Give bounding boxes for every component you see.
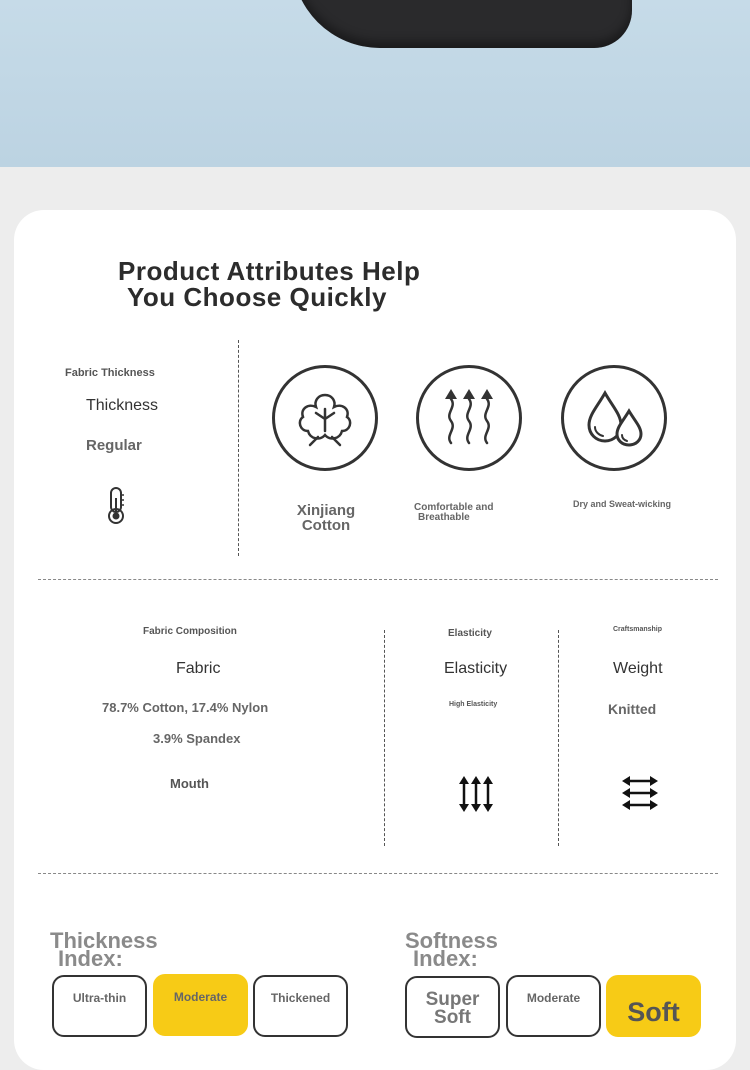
- thickness-option-thickened[interactable]: Thickened: [253, 975, 348, 1037]
- elasticity-heading: Elasticity: [444, 660, 508, 677]
- softness-option-super-soft-line1: Super: [425, 989, 480, 1010]
- horizontal-arrows-icon: [620, 774, 660, 817]
- feature-cotton-line1: Xinjiang: [296, 502, 356, 519]
- breathable-arrows-icon: [416, 365, 522, 471]
- composition-heading: Fabric: [176, 660, 221, 677]
- cotton-icon: [272, 365, 378, 471]
- attributes-card: [14, 210, 736, 1070]
- thickness-option-moderate[interactable]: Moderate: [153, 974, 248, 1036]
- composition-line2: 3.9% Spandex: [153, 731, 241, 746]
- softness-option-super-soft[interactable]: [405, 976, 500, 1038]
- softness-index-title-line1: Softness: [405, 928, 498, 953]
- softness-option-soft[interactable]: Soft: [606, 975, 701, 1037]
- water-drops-icon: [561, 365, 667, 471]
- thickness-value: Regular: [86, 437, 142, 454]
- feature-breathable-line1: Comfortable and: [414, 502, 494, 513]
- elasticity-label: Elasticity: [448, 628, 492, 639]
- craft-label: Craftsmanship: [613, 626, 663, 633]
- divider-vertical-2: [384, 630, 385, 846]
- elasticity-value: High Elasticity: [449, 701, 498, 708]
- divider-horizontal-1: [38, 579, 718, 580]
- thickness-heading: Thickness: [86, 397, 159, 414]
- softness-index-title: [405, 928, 498, 971]
- feature-cotton-label: [276, 503, 376, 533]
- composition-label: Fabric Composition: [143, 626, 237, 637]
- craft-heading: Weight: [613, 660, 663, 677]
- divider-horizontal-2: [38, 873, 718, 874]
- feature-cotton-line2: Cotton: [301, 517, 351, 534]
- composition-line1: 78.7% Cotton, 17.4% Nylon: [102, 700, 269, 715]
- feature-breathable-line2: Breathable: [418, 512, 470, 523]
- vertical-arrows-icon: [456, 774, 496, 819]
- hero-image: [0, 0, 750, 167]
- softness-index-title-line2: Index:: [413, 946, 478, 971]
- title-line-1: Product Attributes Help: [118, 256, 421, 286]
- thickness-index-title: [50, 928, 158, 971]
- thermometer-icon: [104, 486, 128, 529]
- softness-option-super-soft-line2: Soft: [434, 1007, 471, 1028]
- divider-vertical-1: [238, 340, 239, 556]
- softness-option-moderate[interactable]: Moderate: [506, 975, 601, 1037]
- divider-vertical-3: [558, 630, 559, 846]
- feature-dry-label: Dry and Sweat-wicking: [572, 499, 672, 509]
- thickness-index-title-line2: Index:: [58, 946, 123, 971]
- title-line-2: You Choose Quickly: [127, 282, 387, 312]
- section-title: [118, 258, 420, 310]
- thickness-label: Fabric Thickness: [65, 367, 155, 379]
- sock-image: [292, 0, 632, 48]
- craft-value: Knitted: [608, 701, 657, 717]
- thickness-index-title-line1: Thickness: [50, 928, 158, 953]
- feature-breathable-label: [414, 503, 524, 523]
- thickness-option-ultra-thin[interactable]: Ultra-thin: [52, 975, 147, 1037]
- composition-part: Mouth: [170, 776, 209, 791]
